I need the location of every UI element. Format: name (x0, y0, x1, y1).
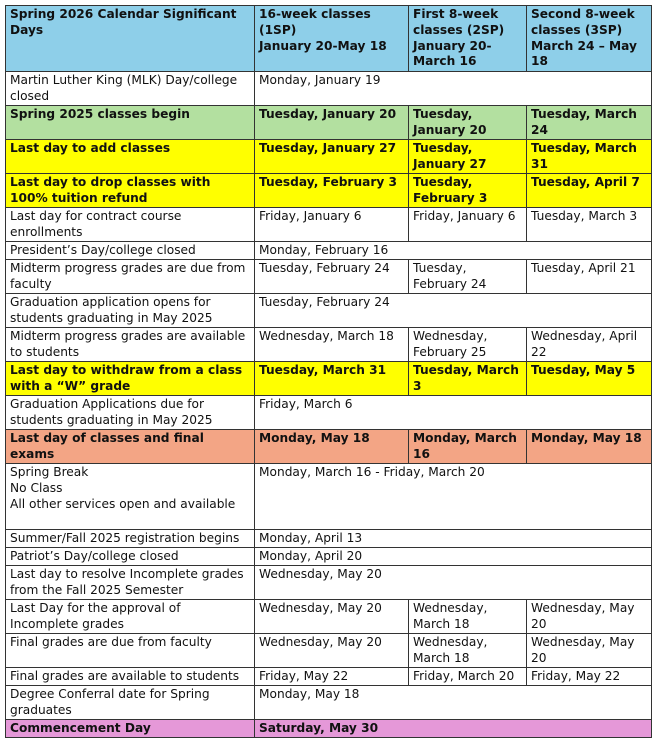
row-label: Midterm progress grades are available to students (6, 328, 255, 362)
row-label: Last day to withdraw from a class with a “W” grade (6, 362, 255, 396)
date-second-8-week: Wednesday, May 20 (527, 634, 652, 668)
row-date: Monday, January 19 (255, 72, 652, 106)
date-16-week: Tuesday, January 20 (255, 106, 409, 140)
row-label: Summer/Fall 2025 registration begins (6, 530, 255, 548)
row-date: Monday, February 16 (255, 242, 652, 260)
row-date: Wednesday, May 20 (255, 566, 652, 600)
header-second-8-week-title: Second 8-week classes (3SP) (531, 7, 635, 37)
row-label: Graduation Applications due for students graduating in May 2025 (6, 396, 255, 430)
date-16-week: Wednesday, March 18 (255, 328, 409, 362)
date-second-8-week: Friday, May 22 (527, 668, 652, 686)
date-second-8-week: Wednesday, May 20 (527, 600, 652, 634)
table-row (6, 140, 652, 174)
spring-break-no-class: No Class (10, 480, 63, 495)
table-row (6, 362, 652, 396)
table-row (6, 328, 652, 362)
table-row (6, 174, 652, 208)
row-label: Last day for contract course enrollments (6, 208, 255, 242)
date-first-8-week: Tuesday, March 3 (409, 362, 527, 396)
table-row (6, 720, 652, 738)
header-16-week (255, 6, 409, 72)
date-first-8-week: Tuesday, January 27 (409, 140, 527, 174)
date-second-8-week: Tuesday, April 7 (527, 174, 652, 208)
date-first-8-week: Friday, March 20 (409, 668, 527, 686)
table-row (6, 600, 652, 634)
row-label: Final grades are due from faculty (6, 634, 255, 668)
row-label: Last day to resolve Incomplete grades from the Fall 2025 Semester (6, 566, 255, 600)
date-16-week: Friday, January 6 (255, 208, 409, 242)
row-label: Spring 2025 classes begin (6, 106, 255, 140)
row-label: Degree Conferral date for Spring graduates (6, 686, 255, 720)
date-second-8-week: Tuesday, March 31 (527, 140, 652, 174)
date-first-8-week: Wednesday, February 25 (409, 328, 527, 362)
header-16-week-code: (1SP) (259, 22, 297, 37)
table-row (6, 72, 652, 106)
row-label: Last day to add classes (6, 140, 255, 174)
table-row (6, 668, 652, 686)
date-16-week: Monday, May 18 (255, 430, 409, 464)
row-label: Last Day for the approval of Incomplete grades (6, 600, 255, 634)
row-date: Saturday, May 30 (255, 720, 652, 738)
date-first-8-week: Friday, January 6 (409, 208, 527, 242)
date-16-week: Tuesday, February 3 (255, 174, 409, 208)
header-row (6, 6, 652, 72)
date-second-8-week: Tuesday, April 21 (527, 260, 652, 294)
table-row (6, 530, 652, 548)
row-label: Final grades are available to students (6, 668, 255, 686)
header-second-8-week-range: March 24 – May 18 (531, 38, 637, 69)
header-16-week-range: January 20-May 18 (259, 38, 387, 53)
row-label: Last day of classes and final exams (6, 430, 255, 464)
table-row (6, 242, 652, 260)
header-first-8-week-title: First 8-week classes (2SP) (413, 7, 505, 37)
date-second-8-week: Tuesday, March 3 (527, 208, 652, 242)
header-16-week-title: 16-week classes (259, 7, 371, 21)
header-significant-days: Spring 2026 Calendar Significant Days (6, 6, 255, 72)
row-label: Graduation application opens for students graduating in May 2025 (6, 294, 255, 328)
date-first-8-week: Tuesday, January 20 (409, 106, 527, 140)
row-date: Monday, May 18 (255, 686, 652, 720)
row-label: Martin Luther King (MLK) Day/college closed (6, 72, 255, 106)
table-row (6, 208, 652, 242)
date-second-8-week: Monday, May 18 (527, 430, 652, 464)
row-label: Midterm progress grades are due from faculty (6, 260, 255, 294)
date-16-week: Wednesday, May 20 (255, 600, 409, 634)
date-first-8-week: Tuesday, February 3 (409, 174, 527, 208)
row-label: Commencement Day (6, 720, 255, 738)
date-second-8-week: Wednesday, April 22 (527, 328, 652, 362)
table-row (6, 548, 652, 566)
date-16-week: Tuesday, February 24 (255, 260, 409, 294)
date-16-week: Tuesday, January 27 (255, 140, 409, 174)
header-first-8-week (409, 6, 527, 72)
table-row (6, 396, 652, 430)
calendar-table (5, 5, 652, 738)
table-row (6, 430, 652, 464)
date-second-8-week: Tuesday, May 5 (527, 362, 652, 396)
row-date: Monday, April 20 (255, 548, 652, 566)
header-first-8-week-range: January 20-March 16 (413, 38, 492, 69)
row-label: Last day to drop classes with 100% tuition refund (6, 174, 255, 208)
table-row (6, 634, 652, 668)
header-second-8-week (527, 6, 652, 72)
row-label (6, 464, 255, 530)
table-row (6, 294, 652, 328)
date-second-8-week: Tuesday, March 24 (527, 106, 652, 140)
table-row (6, 686, 652, 720)
date-16-week: Wednesday, May 20 (255, 634, 409, 668)
row-date: Tuesday, February 24 (255, 294, 652, 328)
row-date: Monday, April 13 (255, 530, 652, 548)
date-first-8-week: Tuesday, February 24 (409, 260, 527, 294)
table-row (6, 260, 652, 294)
table-row (6, 464, 652, 530)
date-16-week: Tuesday, March 31 (255, 362, 409, 396)
table-row (6, 566, 652, 600)
spring-break-title: Spring Break (10, 465, 89, 479)
spring-break-services: All other services open and available (10, 496, 236, 511)
row-date: Friday, March 6 (255, 396, 652, 430)
table-row (6, 106, 652, 140)
date-first-8-week: Monday, March 16 (409, 430, 527, 464)
date-16-week: Friday, May 22 (255, 668, 409, 686)
row-label: President’s Day/college closed (6, 242, 255, 260)
date-first-8-week: Wednesday, March 18 (409, 600, 527, 634)
row-date: Monday, March 16 - Friday, March 20 (255, 464, 652, 530)
date-first-8-week: Wednesday, March 18 (409, 634, 527, 668)
row-label: Patriot’s Day/college closed (6, 548, 255, 566)
